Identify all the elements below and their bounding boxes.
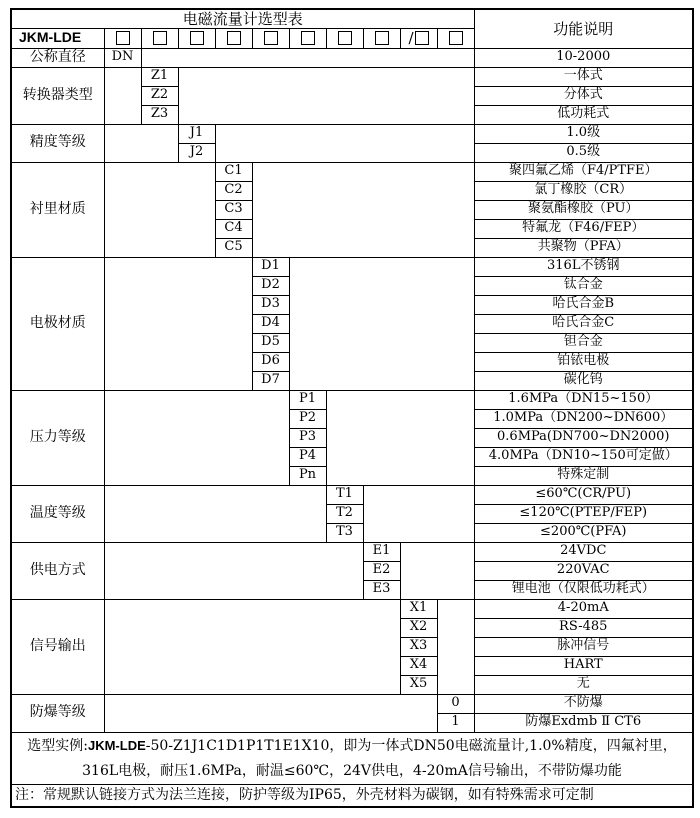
desc-cell: 特氟龙（F46/FEP） — [474, 219, 693, 238]
code-box-cell — [400, 28, 437, 48]
desc-cell: 防爆Exdmb Ⅱ CT6 — [474, 713, 693, 732]
table-row — [11, 67, 693, 86]
empty-cell — [104, 599, 400, 694]
table-row — [11, 124, 693, 143]
code-cell: X3 — [400, 637, 437, 656]
desc-cell: 220VAC — [474, 561, 693, 580]
empty-cell — [104, 257, 252, 390]
code-cell: Z2 — [141, 86, 178, 105]
code-box-cell — [289, 28, 326, 48]
code-cell: C4 — [215, 219, 252, 238]
desc-cell: 特殊定制 — [474, 466, 693, 485]
code-box-cell — [252, 28, 289, 48]
desc-cell: 脉冲信号 — [474, 637, 693, 656]
desc-cell: 碳化钨 — [474, 371, 693, 390]
code-cell: D3 — [252, 295, 289, 314]
desc-cell: 1.6MPa（DN15~150） — [474, 390, 693, 409]
table-row — [11, 694, 693, 713]
empty-cell — [104, 162, 215, 257]
desc-cell: 共聚物（PFA） — [474, 238, 693, 257]
code-box-cell — [104, 28, 141, 48]
example-line-1 — [12, 733, 692, 759]
code-cell: J1 — [178, 124, 215, 143]
table-row — [11, 485, 693, 504]
code-cell: E1 — [363, 542, 400, 561]
desc-cell: 钛合金 — [474, 276, 693, 295]
empty-cell — [326, 390, 474, 485]
checkbox-icon[interactable] — [190, 31, 204, 45]
code-cell: J2 — [178, 143, 215, 162]
code-cell: Z1 — [141, 67, 178, 86]
checkbox-icon[interactable] — [338, 31, 352, 45]
example-prefix: 选型实例: — [27, 737, 88, 754]
table-row — [11, 542, 693, 561]
code-cell: C2 — [215, 181, 252, 200]
empty-cell — [252, 162, 474, 257]
desc-cell: 聚四氟乙烯（F4/PTFE） — [474, 162, 693, 181]
section-label: 转换器类型 — [11, 67, 104, 124]
table-row — [11, 732, 693, 784]
code-cell: D7 — [252, 371, 289, 390]
code-cell: D2 — [252, 276, 289, 295]
table-row — [11, 390, 693, 409]
section-label: 温度等级 — [11, 485, 104, 542]
checkbox-icon[interactable] — [116, 31, 130, 45]
function-header: 功能说明 — [474, 9, 693, 48]
code-cell: Z3 — [141, 105, 178, 124]
desc-cell: 24VDC — [474, 542, 693, 561]
empty-cell — [400, 542, 474, 599]
desc-cell: ≤60℃(CR/PU) — [474, 485, 693, 504]
section-label: 电极材质 — [11, 257, 104, 390]
code-cell: X1 — [400, 599, 437, 618]
desc-cell: 10-2000 — [474, 48, 693, 67]
code-cell: X4 — [400, 656, 437, 675]
empty-cell — [104, 485, 326, 542]
desc-cell: 分体式 — [474, 86, 693, 105]
desc-cell: 哈氏合金C — [474, 314, 693, 333]
desc-cell: 0.6MPa(DN700~DN2000) — [474, 428, 693, 447]
table-row — [11, 784, 693, 807]
empty-cell — [178, 67, 474, 124]
checkbox-icon[interactable] — [375, 31, 389, 45]
footnote: 注：常规默认链接方式为法兰连接，防护等级为IP65，外壳材料为碳钢，如有特殊需求可定制 — [11, 784, 693, 807]
code-cell: P1 — [289, 390, 326, 409]
code-cell: E2 — [363, 561, 400, 580]
code-cell: 1 — [437, 713, 474, 732]
table-row — [11, 257, 693, 276]
table-row — [11, 9, 693, 28]
checkbox-icon[interactable] — [301, 31, 315, 45]
code-cell: X5 — [400, 675, 437, 694]
desc-cell: ≤120℃(PTEP/FEP) — [474, 504, 693, 523]
checkbox-icon[interactable] — [415, 31, 429, 45]
section-label: 精度等级 — [11, 124, 104, 162]
model-code: JKM-LDE — [11, 28, 104, 48]
desc-cell: 316L不锈钢 — [474, 257, 693, 276]
code-cell: X2 — [400, 618, 437, 637]
desc-cell: ≤200℃(PFA) — [474, 523, 693, 542]
code-cell: D6 — [252, 352, 289, 371]
desc-cell: 1.0MPa（DN200~DN600） — [474, 409, 693, 428]
desc-cell: 4.0MPa（DN10~150可定做） — [474, 447, 693, 466]
code-box-cell — [215, 28, 252, 48]
code-cell: C5 — [215, 238, 252, 257]
desc-cell: 4-20mA — [474, 599, 693, 618]
code-cell: C1 — [215, 162, 252, 181]
empty-cell — [215, 124, 474, 162]
code-box-cell — [141, 28, 178, 48]
example-line-2: 316L电极，耐压1.6MPa，耐温≤60℃，24V供电，4-20mA信号输出，不带防爆功能 — [82, 762, 622, 779]
code-cell: D1 — [252, 257, 289, 276]
code-cell: E3 — [363, 580, 400, 599]
empty-cell — [104, 390, 289, 485]
section-label: 压力等级 — [11, 390, 104, 485]
checkbox-icon[interactable] — [227, 31, 241, 45]
code-box-cell — [363, 28, 400, 48]
code-cell: P3 — [289, 428, 326, 447]
section-label: 防爆等级 — [11, 694, 104, 732]
desc-cell: 钽合金 — [474, 333, 693, 352]
code-cell: T3 — [326, 523, 363, 542]
desc-cell: 聚氨酯橡胶（PU） — [474, 200, 693, 219]
desc-cell: 无 — [474, 675, 693, 694]
section-label: 供电方式 — [11, 542, 104, 599]
section-label: 衬里材质 — [11, 162, 104, 257]
table-row — [11, 162, 693, 181]
code-cell: T2 — [326, 504, 363, 523]
empty-cell — [104, 542, 363, 599]
desc-cell: 氯丁橡胶（CR） — [474, 181, 693, 200]
selection-example — [11, 732, 693, 784]
checkbox-icon[interactable] — [153, 31, 167, 45]
desc-cell: 铂铱电极 — [474, 352, 693, 371]
code-cell: C3 — [215, 200, 252, 219]
checkbox-icon[interactable] — [449, 31, 463, 45]
desc-cell: 1.0级 — [474, 124, 693, 143]
code-cell: P4 — [289, 447, 326, 466]
desc-cell: RS-485 — [474, 618, 693, 637]
code-cell: T1 — [326, 485, 363, 504]
table-row — [11, 599, 693, 618]
empty-cell — [437, 599, 474, 694]
empty-cell — [104, 124, 178, 162]
selection-table — [10, 8, 694, 808]
checkbox-icon[interactable] — [264, 31, 278, 45]
code-cell: Pn — [289, 466, 326, 485]
code-cell: DN — [104, 48, 141, 67]
code-box-cell — [326, 28, 363, 48]
desc-cell: 0.5级 — [474, 143, 693, 162]
code-box-cell — [178, 28, 215, 48]
empty-cell — [289, 257, 474, 390]
table-row — [11, 48, 693, 67]
empty-cell — [104, 694, 437, 732]
empty-cell — [363, 485, 474, 542]
code-cell: P2 — [289, 409, 326, 428]
desc-cell: HART — [474, 656, 693, 675]
slash-separator: / — [408, 28, 414, 47]
section-label: 信号输出 — [11, 599, 104, 694]
code-cell: D5 — [252, 333, 289, 352]
desc-cell: 哈氏合金B — [474, 295, 693, 314]
section-label: 公称直径 — [11, 48, 104, 67]
code-box-cell — [437, 28, 474, 48]
code-cell: D4 — [252, 314, 289, 333]
empty-cell — [141, 48, 474, 67]
desc-cell: 低功耗式 — [474, 105, 693, 124]
example-rest: -50-Z1J1C1D1P1T1E1X10，即为一体式DN50电磁流量计,1.0%精度，四氟衬里， — [145, 737, 677, 754]
desc-cell: 锂电池（仅限低功耗式） — [474, 580, 693, 599]
desc-cell: 不防爆 — [474, 694, 693, 713]
code-cell: 0 — [437, 694, 474, 713]
empty-cell — [104, 67, 141, 124]
page-title: 电磁流量计选型表 — [11, 9, 474, 28]
example-model-code: JKM-LDE — [87, 737, 146, 753]
desc-cell: 一体式 — [474, 67, 693, 86]
